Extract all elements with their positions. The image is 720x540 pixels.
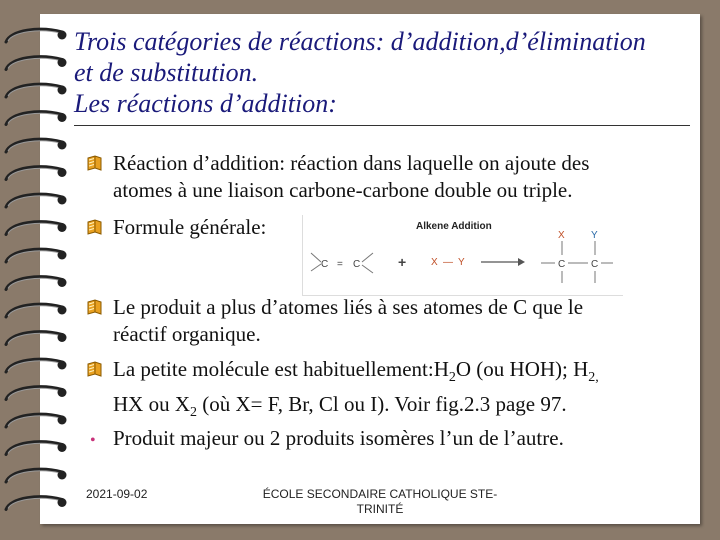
binder-ring — [6, 359, 67, 372]
binder-ring — [6, 414, 67, 427]
binder-ring — [6, 29, 67, 42]
list-item — [86, 425, 686, 454]
footer-date: 2021-09-02 — [86, 487, 148, 501]
dot-bullet-icon: • — [90, 432, 96, 449]
item-text: Le produit a plus d’atomes liés à ses atomes de C que le — [113, 295, 584, 319]
product-carbon-2: C — [591, 259, 599, 270]
bond-line — [311, 264, 321, 271]
binder-ring — [6, 304, 67, 317]
binder-ring — [6, 57, 67, 70]
book-bullet-icon — [86, 361, 103, 378]
slide-title — [74, 26, 694, 119]
diagram-title: Alkene Addition — [416, 221, 492, 232]
item-text: La petite molécule est habituellement:H — [113, 357, 449, 381]
binder-ring — [6, 112, 67, 125]
item-text: Produit majeur ou 2 produits isomères l’un de l’autre. — [113, 426, 564, 450]
item-text: (où X= F, Br, Cl ou I). Voir fig.2.3 page 97. — [197, 392, 567, 417]
list-item — [86, 150, 686, 204]
binder-rings — [0, 22, 72, 522]
binder-ring — [6, 249, 67, 262]
binder-ring — [6, 469, 67, 482]
binder-ring — [6, 387, 67, 400]
title-divider — [74, 125, 690, 126]
product-y: Y — [591, 230, 598, 241]
binder-rings-graphic — [0, 22, 72, 522]
binder-ring — [6, 194, 67, 207]
reagent-bond: — — [443, 257, 453, 268]
binder-ring — [6, 222, 67, 235]
carbon-1: C — [321, 259, 329, 270]
bond-line — [362, 265, 373, 273]
carbon-2: C — [353, 259, 361, 270]
list-item — [86, 356, 686, 426]
binder-ring — [6, 84, 67, 97]
binder-ring — [6, 332, 67, 345]
binder-ring — [6, 167, 67, 180]
binder-ring — [6, 442, 67, 455]
footer-school-line-2: TRINITÉ — [356, 502, 404, 516]
item-text: O (ou HOH); H — [455, 357, 589, 381]
item-text: Réaction d’addition: réaction dans laquelle on ajoute des — [113, 151, 590, 175]
binder-ring — [6, 497, 67, 510]
list-item — [86, 294, 686, 348]
bond-line — [362, 253, 373, 262]
double-bond: = — [337, 259, 343, 270]
item-text: HX ou X — [113, 392, 190, 417]
title-line-3: Les réactions d’addition: — [74, 89, 337, 118]
alkene-addition-diagram — [302, 215, 623, 296]
footer-school-line-1: ÉCOLE SECONDAIRE CATHOLIQUE STE- — [262, 487, 498, 501]
book-bullet-icon — [86, 155, 103, 172]
reaction-arrow-head — [518, 258, 525, 266]
subscript: 2 — [190, 405, 197, 421]
footer-school — [240, 487, 520, 517]
binder-ring — [6, 277, 67, 290]
product-x: X — [558, 230, 565, 241]
book-bullet-icon — [86, 299, 103, 316]
reagent-y: Y — [458, 257, 465, 268]
item-text: réactif organique. — [113, 322, 261, 346]
binder-ring — [6, 139, 67, 152]
item-text: atomes à une liaison carbone-carbone double ou triple. — [113, 178, 573, 202]
plus-sign: + — [398, 254, 407, 270]
subscript: 2, — [588, 370, 599, 386]
subscript: 2 — [448, 370, 456, 386]
item-text: Formule générale: — [113, 215, 267, 239]
reagent-x: X — [431, 257, 438, 268]
title-line-1: Trois catégories de réactions: d’addition,d’élimination — [74, 27, 646, 56]
book-bullet-icon — [86, 219, 103, 236]
bond-line — [311, 253, 321, 262]
product-carbon-1: C — [558, 259, 566, 270]
title-line-2: et de substitution. — [74, 58, 259, 87]
